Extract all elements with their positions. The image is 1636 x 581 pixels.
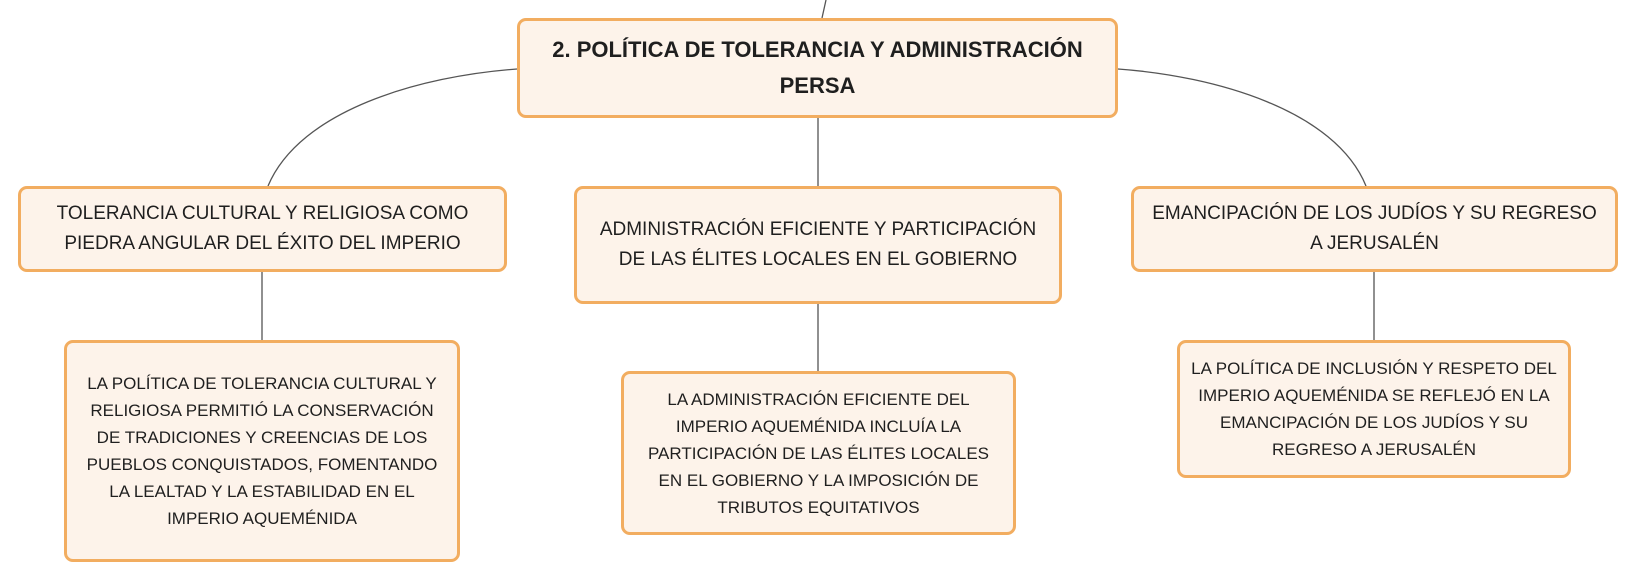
connector-root-to-right — [1118, 69, 1366, 186]
detail-label-tolerancia: LA POLÍTICA DE TOLERANCIA CULTURAL Y RELIGIOSA PERMITIÓ LA CONSERVACIÓN DE TRADICIONES Y CREENCIAS DE LOS PUEBLOS CONQUISTADOS, FOMENTANDO LA LEALTAD Y LA ESTABILIDAD EN EL IMPERIO AQUEMÉNIDA — [86, 374, 438, 528]
branch-node-administracion[interactable] — [574, 186, 1062, 304]
detail-node-administracion[interactable] — [621, 371, 1016, 535]
detail-label-administracion: LA ADMINISTRACIÓN EFICIENTE DEL IMPERIO AQUEMÉNIDA INCLUÍA LA PARTICIPACIÓN DE LAS ÉLITES LOCALES EN EL GOBIERNO Y LA IMPOSICIÓN DE TRIBUTOS EQUITATIVOS — [647, 389, 990, 517]
detail-node-tolerancia[interactable] — [64, 340, 460, 562]
branch-label-tolerancia: TOLERANCIA CULTURAL Y RELIGIOSA COMO PIEDRA ANGULAR DEL ÉXITO DEL IMPERIO — [56, 203, 469, 254]
connector-parent-to-root — [822, 0, 826, 18]
detail-node-emancipacion[interactable] — [1177, 340, 1571, 478]
root-topic-label: 2. POLÍTICA DE TOLERANCIA Y ADMINISTRACIÓN PERSA — [552, 37, 1083, 98]
root-topic-node[interactable] — [517, 18, 1118, 118]
branch-node-tolerancia[interactable] — [18, 186, 507, 272]
connector-root-to-left — [268, 69, 517, 186]
branch-label-administracion: ADMINISTRACIÓN EFICIENTE Y PARTICIPACIÓN DE LAS ÉLITES LOCALES EN EL GOBIERNO — [599, 219, 1037, 270]
branch-label-emancipacion: EMANCIPACIÓN DE LOS JUDÍOS Y SU REGRESO A JERUSALÉN — [1152, 203, 1597, 254]
branch-node-emancipacion[interactable] — [1131, 186, 1618, 272]
detail-label-emancipacion: LA POLÍTICA DE INCLUSIÓN Y RESPETO DEL IMPERIO AQUEMÉNIDA SE REFLEJÓ EN LA EMANCIPACIÓN DE LOS JUDÍOS Y SU REGRESO A JERUSALÉN — [1191, 359, 1557, 459]
